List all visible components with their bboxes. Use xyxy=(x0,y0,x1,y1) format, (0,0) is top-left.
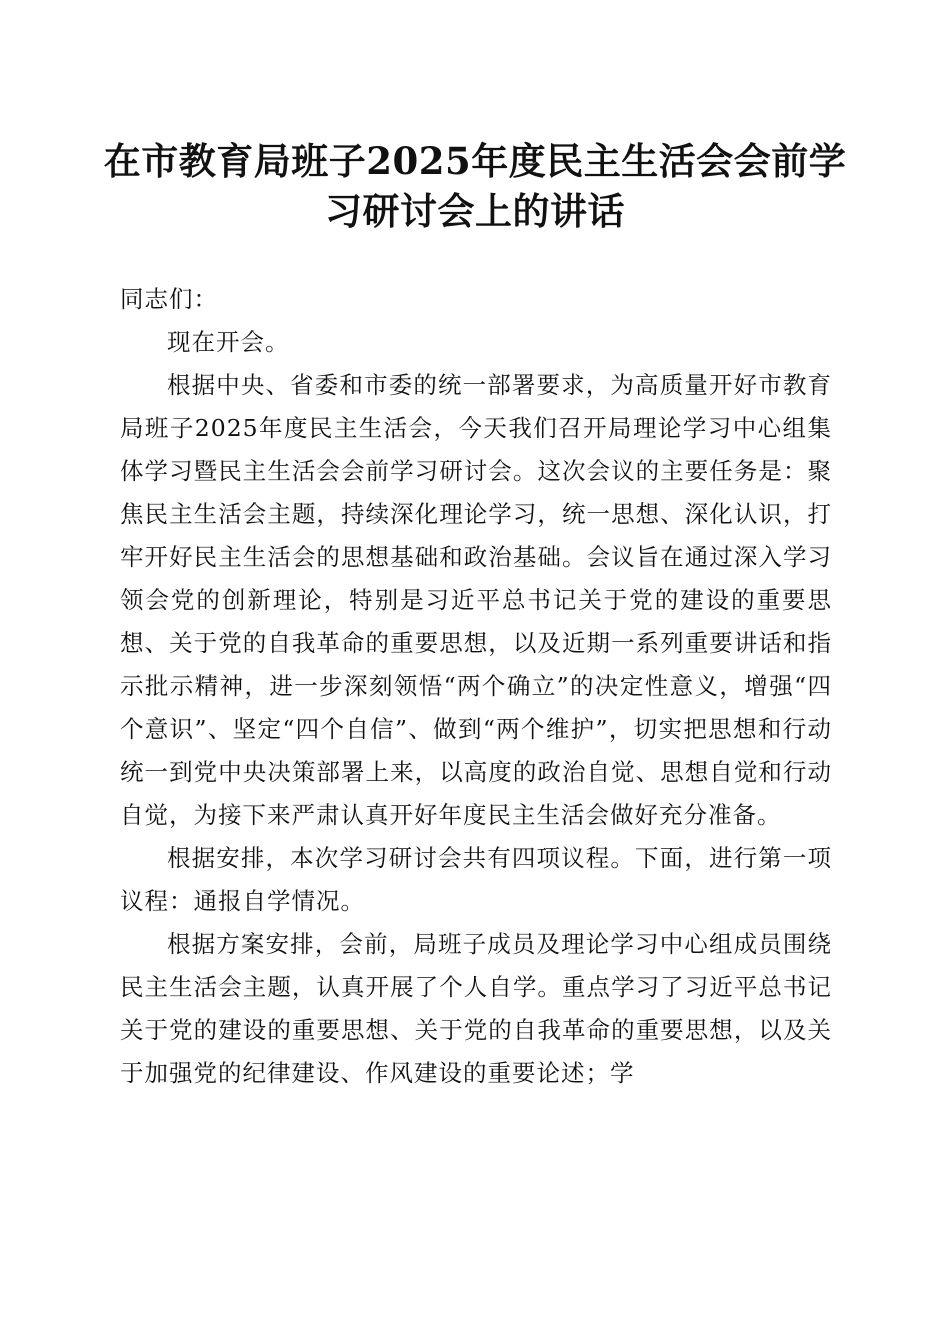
paragraph-self-study: 根据方案安排，会前，局班子成员及理论学习中心组成员围绕民主生活会主题，认真开展了个人自学。重点学习了习近平总书记关于党的建设的重要思想、关于党的自我革命的重要思想，以及关于加强党的纪律建设、作风建设的重要论述；学 xyxy=(120,930,832,1087)
paragraph-opening: 现在开会。 xyxy=(167,328,290,356)
document-body xyxy=(120,278,832,1095)
paragraph-agenda: 根据安排，本次学习研讨会共有四项议程。下面，进行第一项议程：通报自学情况。 xyxy=(120,844,832,915)
document-title xyxy=(100,136,850,236)
paragraph-purpose: 根据中央、省委和市委的统一部署要求，为高质量开好市教育局班子2025年度民主生活会，今天我们召开局理论学习中心组集体学习暨民主生活会会前学习研讨会。这次会议的主要任务是：聚焦民主生活会主题，持续深化理论学习，统一思想、深化认识，打牢开好民主生活会的思想基础和政治基础。会议旨在通过深入学习领会党的创新理论，特别是习近平总书记关于党的建设的重要思想、关于党的自我革命的重要思想，以及近期一系列重要讲话和指示批示精神，进一步深刻领悟“两个确立”的决定性意义，增强“四个意识”、坚定“四个自信”、做到“两个维护”，切实把思想和行动统一到党中央决策部署上来，以高度的政治自觉、思想自觉和行动自觉，为接下来严肃认真开好年度民主生活会做好充分准备。 xyxy=(120,371,832,829)
title-line-2: 习研讨会上的讲话 xyxy=(325,189,625,233)
salutation: 同志们： xyxy=(120,285,218,313)
title-line-1: 在市教育局班子2025年度民主生活会会前学 xyxy=(103,139,847,183)
